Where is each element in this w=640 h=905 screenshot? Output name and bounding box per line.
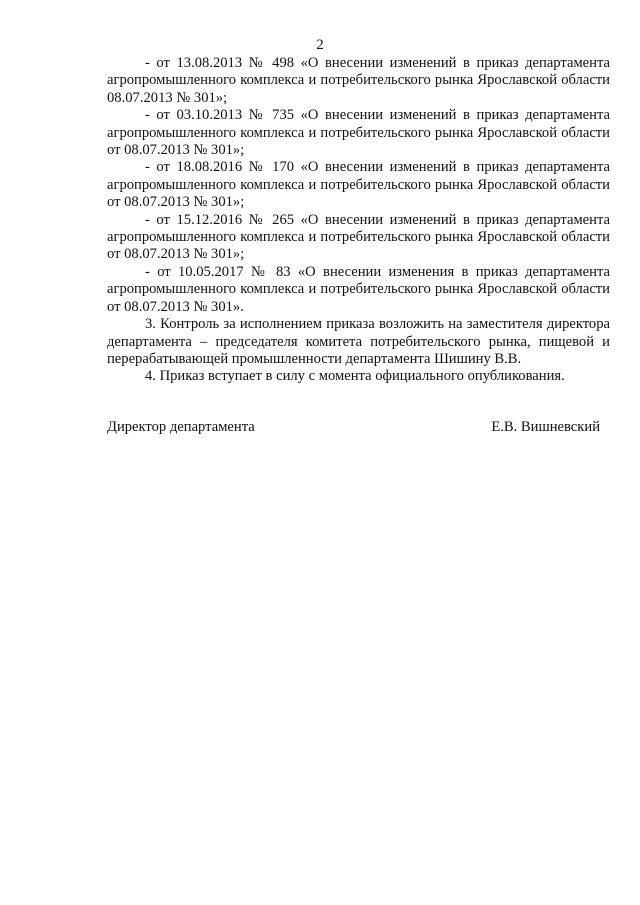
clause-4-effective-date: 4. Приказ вступает в силу с момента официального опубликования.: [145, 368, 565, 385]
amendment-item-4: - от 15.12.2016 № 265 «О внесении изменений в приказ департамента агропромышленного комплекса и потребительского рынка Ярославской области от 08.07.2013 № 301»;: [107, 211, 610, 263]
amendment-item-1: - от 13.08.2013 № 498 «О внесении изменений в приказ департамента агропромышленного комплекса и потребительского рынка Ярославской области 08.07.2013 № 301»;: [107, 55, 610, 106]
page-number: 2: [316, 37, 324, 53]
document-body: [107, 55, 610, 386]
amendment-item-3: - от 18.08.2016 № 170 «О внесении изменений в приказ департамента агропромышленного комплекса и потребительского рынка Ярославской области от 08.07.2013 № 301»;: [107, 159, 610, 211]
clause-3-control: 3. Контроль за исполнением приказа возложить на заместителя директора департамента – председателя комитета потребительского рынка, пищевой и перерабатывающей промышленности департамента Шишину В.В.: [107, 316, 610, 367]
signatory-name: Е.В. Вишневский: [491, 419, 600, 435]
amendment-item-5: - от 10.05.2017 № 83 «О внесении изменения в приказ департамента агропромышленного комплекса и потребительского рынка Ярославской области от 08.07.2013 № 301».: [107, 263, 610, 315]
amendment-item-2: - от 03.10.2013 № 735 «О внесении изменений в приказ департамента агропромышленного комплекса и потребительского рынка Ярославской области от 08.07.2013 № 301»;: [107, 107, 610, 159]
signatory-role: Директор департамента: [107, 419, 255, 435]
